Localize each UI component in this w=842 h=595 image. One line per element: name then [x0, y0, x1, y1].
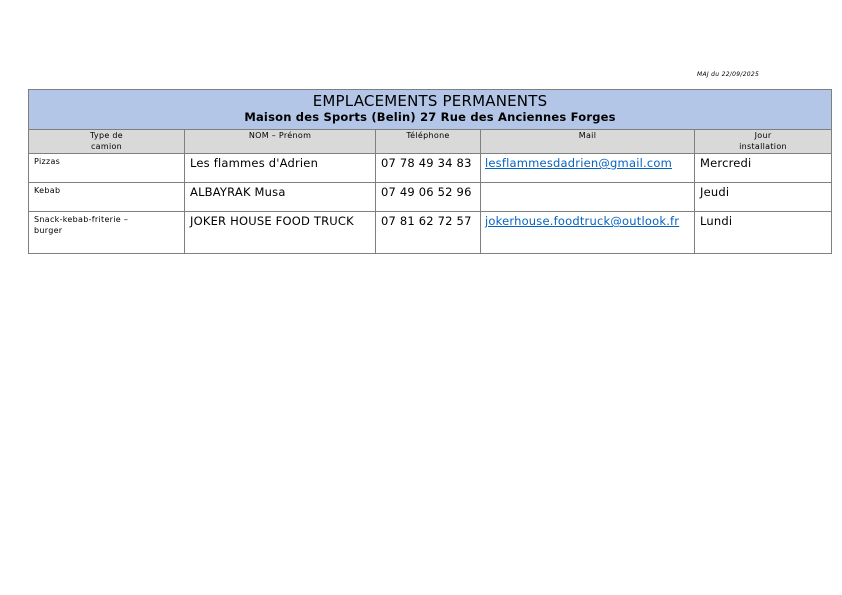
header-day [695, 130, 832, 154]
table-header-row [29, 130, 832, 154]
row-mail-link[interactable]: jokerhouse.foodtruck@outlook.fr [485, 214, 680, 228]
table-row [29, 183, 832, 212]
row-type-line1: Pizzas [34, 157, 61, 166]
header-day-line1: Jour [754, 131, 772, 140]
row-name: Les flammes d'Adrien [185, 154, 376, 183]
row-day: Lundi [695, 212, 832, 254]
permanent-locations-table [28, 89, 832, 254]
table-title-cell [29, 90, 832, 130]
table-title-row [29, 90, 832, 130]
row-type [29, 183, 185, 212]
header-mail [481, 130, 695, 154]
row-name: ALBAYRAK Musa [185, 183, 376, 212]
row-type [29, 212, 185, 254]
row-day: Jeudi [695, 183, 832, 212]
row-name: JOKER HOUSE FOOD TRUCK [185, 212, 376, 254]
header-type-line2: camion [90, 142, 123, 151]
row-day: Mercredi [695, 154, 832, 183]
header-type [29, 130, 185, 154]
row-type-line1: Kebab [34, 186, 61, 195]
row-mail-cell [481, 154, 695, 183]
header-day-line2: installation [739, 142, 787, 151]
table-subtitle: Maison des Sports (Belin) 27 Rue des Anciennes Forges [244, 110, 616, 124]
header-phone-label: Téléphone [406, 131, 450, 140]
update-date-note: MAJ du 22/09/2025 [697, 71, 760, 78]
row-type [29, 154, 185, 183]
row-mail-cell [481, 212, 695, 254]
row-type-line1: Snack-kebab-friterie – [34, 215, 129, 224]
row-mail-link[interactable]: lesflammesdadrien@gmail.com [485, 156, 673, 170]
header-type-line1: Type de [89, 131, 124, 140]
row-phone: 07 81 62 72 57 [376, 212, 481, 254]
header-mail-label: Mail [578, 131, 597, 140]
table-row [29, 212, 832, 254]
row-phone: 07 49 06 52 96 [376, 183, 481, 212]
row-mail-cell [481, 183, 695, 212]
row-type-line2: burger [34, 226, 63, 235]
header-name [185, 130, 376, 154]
table-title: EMPLACEMENTS PERMANENTS [312, 92, 548, 110]
header-phone [376, 130, 481, 154]
header-name-label: NOM – Prénom [248, 131, 312, 140]
table-row [29, 154, 832, 183]
row-phone: 07 78 49 34 83 [376, 154, 481, 183]
